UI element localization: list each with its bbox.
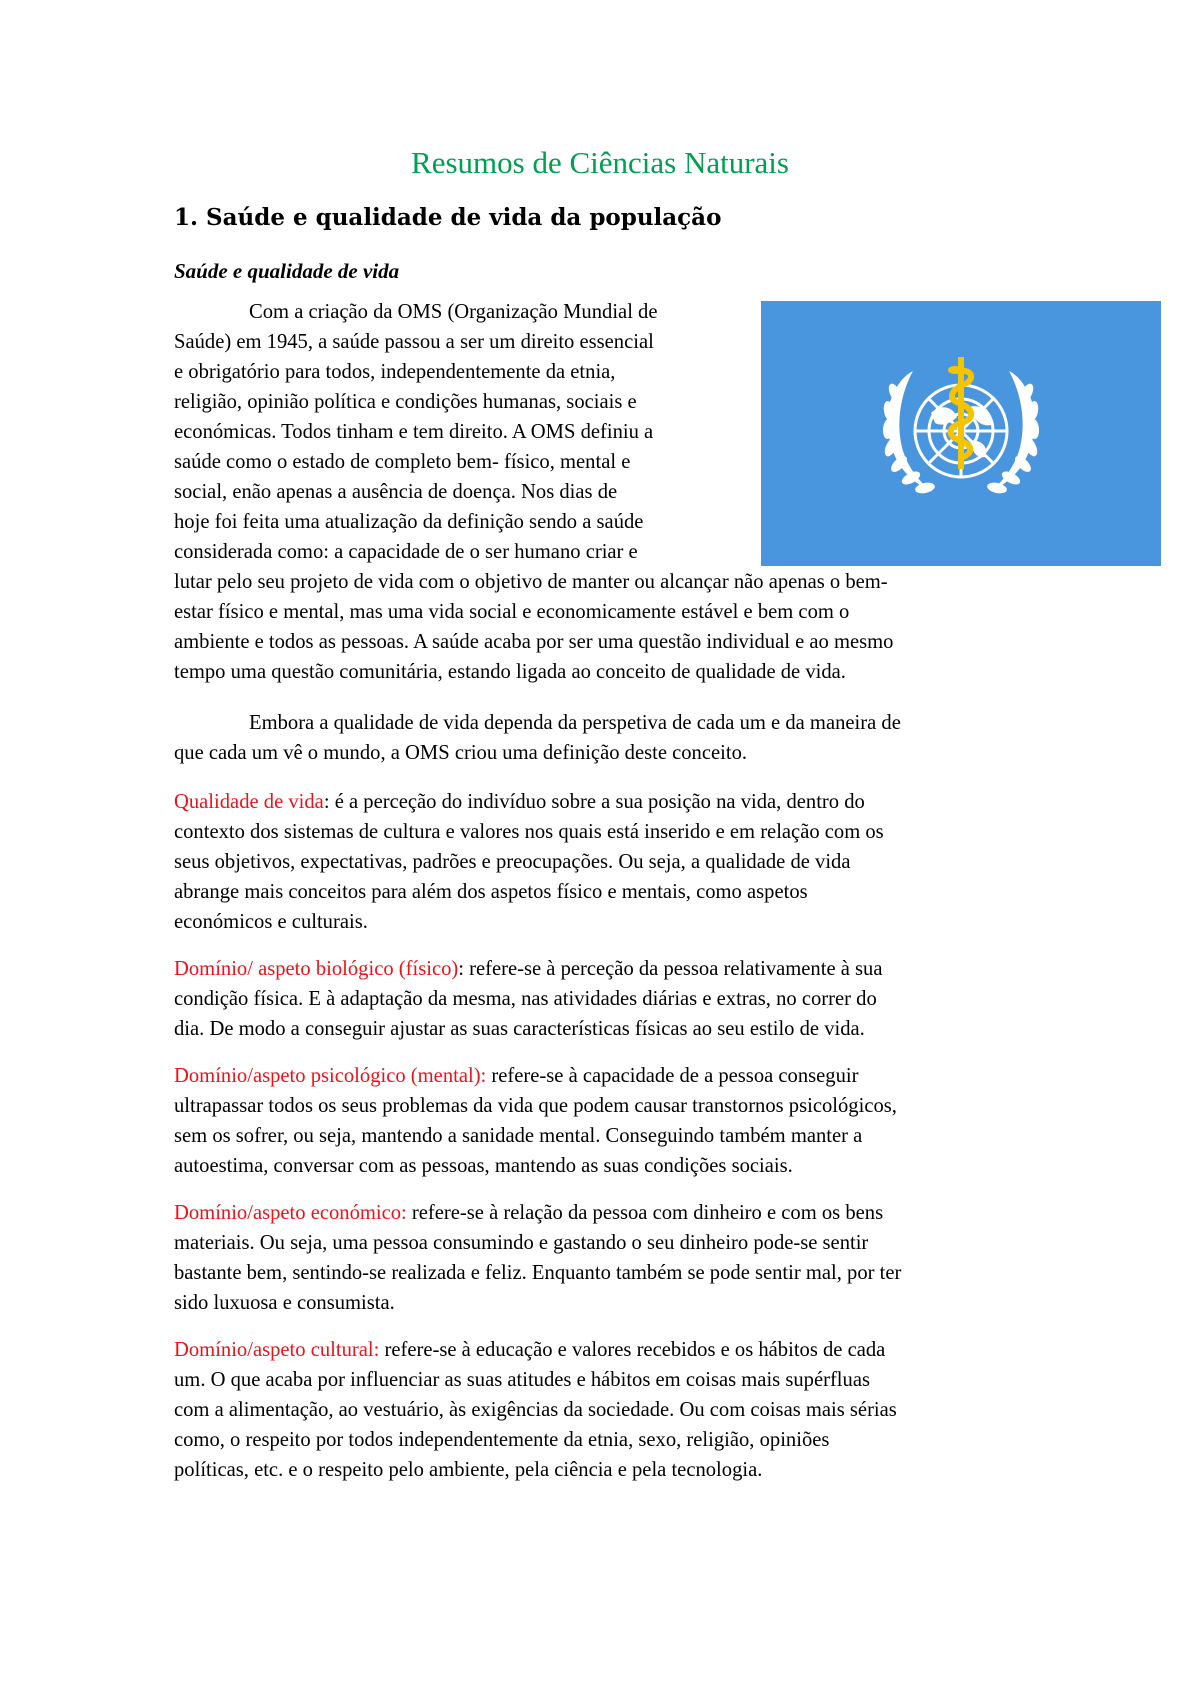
text-line: seus objetivos, expectativas, padrões e preocupações. Ou seja, a qualidade de vida xyxy=(174,851,851,873)
document-title: Resumos de Ciências Naturais xyxy=(411,145,789,180)
text-line: saúde como o estado de completo bem- físico, mental e xyxy=(174,451,631,473)
text-line: condição física. E à adaptação da mesma, nas atividades diárias e extras, no correr do xyxy=(174,988,877,1010)
definition-qualidade-de-vida xyxy=(174,787,1044,937)
text-line: Embora a qualidade de vida dependa da perspetiva de cada um e da maneira de xyxy=(249,712,901,734)
definition-psicologico xyxy=(174,1061,1044,1181)
text-line: económicas. Todos tinham e tem direito. A OMS definiu a xyxy=(174,421,654,443)
section-heading: 1. Saúde e qualidade de vida da população xyxy=(174,204,722,231)
text-line: Saúde) em 1945, a saúde passou a ser um direito essencial xyxy=(174,331,654,353)
text-line: como, o respeito por todos independentemente da etnia, sexo, religião, opiniões xyxy=(174,1429,830,1451)
definition-text: refere-se à capacidade de a pessoa conseguir xyxy=(486,1065,859,1087)
text-line: dia. De modo a conseguir ajustar as suas características físicas ao seu estilo de vida. xyxy=(174,1018,865,1040)
term-qualidade-de-vida: Qualidade de vida xyxy=(174,791,324,813)
text-line: que cada um vê o mundo, a OMS criou uma definição deste conceito. xyxy=(174,742,748,764)
text-line: hoje foi feita uma atualização da definição sendo a saúde xyxy=(174,511,644,533)
text-line: materiais. Ou seja, uma pessoa consumindo e gastando o seu dinheiro pode-se sentir xyxy=(174,1232,869,1254)
term-biologico: Domínio/ aspeto biológico (físico) xyxy=(174,958,459,980)
text-line: abrange mais conceitos para além dos aspetos físico e mentais, como aspetos xyxy=(174,881,808,903)
text-line: considerada como: a capacidade de o ser humano criar e xyxy=(174,541,638,563)
definition-text: : é a perceção do indivíduo sobre a sua posição na vida, dentro do xyxy=(323,791,865,813)
definition-text: : refere-se à perceção da pessoa relativamente à sua xyxy=(458,958,883,980)
text-line: social, enão apenas a ausência de doença. Nos dias de xyxy=(174,481,618,503)
definition-text: refere-se à relação da pessoa com dinheiro e com os bens xyxy=(406,1202,884,1224)
text-line: contexto dos sistemas de cultura e valores nos quais está inserido e em relação com os xyxy=(174,821,884,843)
subheading: Saúde e qualidade de vida xyxy=(174,259,400,283)
text-line: políticas, etc. e o respeito pelo ambiente, pela ciência e pela tecnologia. xyxy=(174,1459,763,1481)
text-line: um. O que acaba por influenciar as suas atitudes e hábitos em coisas mais supérfluas xyxy=(174,1369,870,1391)
text-line: com a alimentação, ao vestuário, às exigências da sociedade. Ou com coisas mais sérias xyxy=(174,1399,897,1421)
definition-biologico xyxy=(174,954,1044,1044)
definition-economico xyxy=(174,1198,1044,1318)
text-line: Com a criação da OMS (Organização Mundial de xyxy=(249,301,658,323)
paragraph-oms xyxy=(174,297,1044,687)
definition-cultural xyxy=(174,1335,1044,1485)
text-line: ambiente e todos as pessoas. A saúde acaba por ser uma questão individual e ao mesmo xyxy=(174,631,894,653)
text-line: sem os sofrer, ou seja, mantendo a sanidade mental. Conseguindo também manter a xyxy=(174,1125,863,1147)
term-economico: Domínio/aspeto económico: xyxy=(174,1202,407,1224)
text-line: tempo uma questão comunitária, estando ligada ao conceito de qualidade de vida. xyxy=(174,661,846,683)
text-line: lutar pelo seu projeto de vida com o objetivo de manter ou alcançar não apenas o bem- xyxy=(174,571,888,593)
definition-text: refere-se à educação e valores recebidos e os hábitos de cada xyxy=(379,1339,886,1361)
text-line: sido luxuosa e consumista. xyxy=(174,1292,395,1314)
text-line: estar físico e mental, mas uma vida social e economicamente estável e bem com o xyxy=(174,601,850,623)
text-line: autoestima, conversar com as pessoas, mantendo as suas condições sociais. xyxy=(174,1155,793,1177)
text-line: económicos e culturais. xyxy=(174,911,368,933)
text-line: bastante bem, sentindo-se realizada e feliz. Enquanto também se pode sentir mal, por ter xyxy=(174,1262,902,1284)
paragraph-perspetiva xyxy=(174,708,1044,768)
text-line: e obrigatório para todos, independentemente da etnia, xyxy=(174,361,616,383)
text-line: religião, opinião política e condições humanas, sociais e xyxy=(174,391,637,413)
term-cultural: Domínio/aspeto cultural: xyxy=(174,1339,380,1361)
term-psicologico: Domínio/aspeto psicológico (mental): xyxy=(174,1065,487,1087)
text-line: ultrapassar todos os seus problemas da vida que podem causar transtornos psicológicos, xyxy=(174,1095,897,1117)
